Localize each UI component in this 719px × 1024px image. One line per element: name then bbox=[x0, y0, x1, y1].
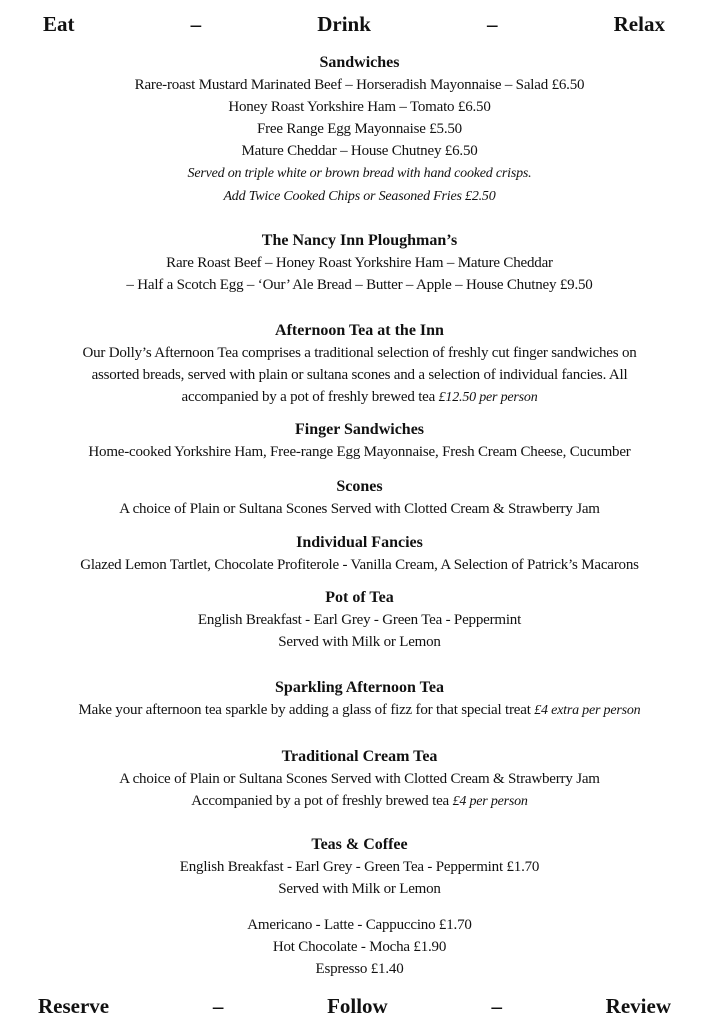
menu-section bbox=[0, 914, 719, 980]
menu-line-text: Hot Chocolate - Mocha £1.90 bbox=[272, 939, 447, 955]
menu-line-text: Accompanied by a pot of freshly brewed tea bbox=[191, 793, 453, 809]
menu-section bbox=[0, 834, 719, 900]
nav-review[interactable]: Review bbox=[605, 994, 671, 1018]
section-title: Scones bbox=[336, 478, 383, 495]
menu-section bbox=[0, 677, 719, 722]
section-title: Sandwiches bbox=[319, 54, 400, 71]
section-title: Traditional Cream Tea bbox=[281, 748, 438, 765]
menu-line-note: Served on triple white or brown bread with hand cooked crisps. bbox=[187, 166, 532, 181]
section-title: Afternoon Tea at the Inn bbox=[275, 322, 444, 339]
menu-line bbox=[0, 364, 719, 386]
section-title: The Nancy Inn Ploughman’s bbox=[261, 232, 458, 249]
menu-line bbox=[0, 441, 719, 463]
menu-line-note: £4 extra per person bbox=[534, 703, 641, 718]
menu-line-text: Free Range Egg Mayonnaise £5.50 bbox=[256, 121, 462, 137]
menu-line bbox=[0, 342, 719, 364]
menu-line bbox=[0, 162, 719, 185]
menu-line bbox=[0, 936, 719, 958]
menu-line-text: accompanied by a pot of freshly brewed tea bbox=[181, 389, 439, 405]
menu-line bbox=[0, 274, 719, 296]
menu-line bbox=[0, 856, 719, 878]
menu-line-text: assorted breads, served with plain or sultana scones and a selection of individual fancies. All bbox=[91, 367, 628, 383]
section-title: Sparkling Afternoon Tea bbox=[275, 679, 444, 696]
menu-line bbox=[0, 96, 719, 118]
menu-line-text: English Breakfast - Earl Grey - Green Tea - Peppermint £1.70 bbox=[179, 859, 540, 875]
menu-line bbox=[0, 878, 719, 900]
menu-section bbox=[0, 320, 719, 409]
menu-line bbox=[0, 609, 719, 631]
menu-line-text: English Breakfast - Earl Grey - Green Tea - Peppermint bbox=[197, 612, 522, 628]
menu-line bbox=[0, 118, 719, 140]
nav-follow[interactable]: Follow bbox=[327, 994, 388, 1018]
menu-section bbox=[0, 587, 719, 653]
menu-line-text: – Half a Scotch Egg – ‘Our’ Ale Bread – Butter – Apple – House Chutney £9.50 bbox=[126, 277, 593, 293]
nav-relax[interactable]: Relax bbox=[613, 12, 665, 36]
top-nav bbox=[0, 12, 719, 37]
menu-line-note: Add Twice Cooked Chips or Seasoned Fries £2.50 bbox=[223, 189, 496, 204]
menu-line bbox=[0, 140, 719, 162]
nav-separator: – bbox=[491, 994, 502, 1018]
menu-line bbox=[0, 252, 719, 274]
menu-line bbox=[0, 768, 719, 790]
menu-section bbox=[0, 52, 719, 208]
menu-line-text: Rare Roast Beef – Honey Roast Yorkshire Ham – Mature Cheddar bbox=[166, 255, 553, 271]
nav-separator: – bbox=[212, 994, 224, 1018]
nav-eat[interactable]: Eat bbox=[43, 12, 75, 36]
menu-line-text: A choice of Plain or Sultana Scones Served with Clotted Cream & Strawberry Jam bbox=[119, 501, 600, 517]
menu-line bbox=[0, 74, 719, 96]
section-title: Individual Fancies bbox=[296, 534, 423, 551]
menu-line bbox=[0, 790, 719, 813]
menu-section bbox=[0, 476, 719, 520]
menu-line bbox=[0, 185, 719, 208]
menu-line-note: £4 per person bbox=[452, 794, 528, 809]
menu-line-text: Our Dolly’s Afternoon Tea comprises a traditional selection of freshly cut finger sandwiches on bbox=[82, 345, 637, 361]
menu-line bbox=[0, 958, 719, 980]
menu-line-text: Rare-roast Mustard Marinated Beef – Horseradish Mayonnaise – Salad £6.50 bbox=[134, 77, 585, 93]
menu-line-text: Americano - Latte - Cappuccino £1.70 bbox=[247, 917, 472, 933]
menu-line-text: Served with Milk or Lemon bbox=[278, 881, 441, 897]
bottom-nav bbox=[0, 994, 719, 1019]
menu-line-text: Glazed Lemon Tartlet, Chocolate Profiterole - Vanilla Cream, A Selection of Patrick’s Macarons bbox=[80, 557, 639, 573]
menu-line-text: Make your afternoon tea sparkle by adding a glass of fizz for that special treat bbox=[78, 702, 535, 718]
menu-line bbox=[0, 631, 719, 653]
menu-line bbox=[0, 914, 719, 936]
section-title: Teas & Coffee bbox=[311, 836, 408, 853]
menu-section bbox=[0, 532, 719, 576]
menu-line-text: Honey Roast Yorkshire Ham – Tomato £6.50 bbox=[228, 99, 491, 115]
menu-line bbox=[0, 386, 719, 409]
nav-separator: – bbox=[190, 12, 202, 36]
menu-line bbox=[0, 554, 719, 576]
menu-section bbox=[0, 419, 719, 463]
section-title: Pot of Tea bbox=[325, 589, 394, 606]
menu-line-text: Espresso £1.40 bbox=[315, 961, 404, 977]
nav-separator: – bbox=[487, 12, 498, 36]
menu-section bbox=[0, 230, 719, 296]
menu-line-note: £12.50 per person bbox=[438, 390, 538, 405]
section-title: Finger Sandwiches bbox=[294, 421, 425, 438]
menu-section bbox=[0, 746, 719, 813]
menu-line-text: A choice of Plain or Sultana Scones Served with Clotted Cream & Strawberry Jam bbox=[119, 771, 600, 787]
menu-line bbox=[0, 498, 719, 520]
nav-reserve[interactable]: Reserve bbox=[38, 994, 110, 1018]
nav-drink[interactable]: Drink bbox=[317, 12, 371, 36]
menu-line bbox=[0, 699, 719, 722]
menu-line-text: Mature Cheddar – House Chutney £6.50 bbox=[241, 143, 478, 159]
menu-line-text: Home-cooked Yorkshire Ham, Free-range Egg Mayonnaise, Fresh Cream Cheese, Cucumber bbox=[88, 444, 631, 460]
menu-line-text: Served with Milk or Lemon bbox=[278, 634, 441, 650]
